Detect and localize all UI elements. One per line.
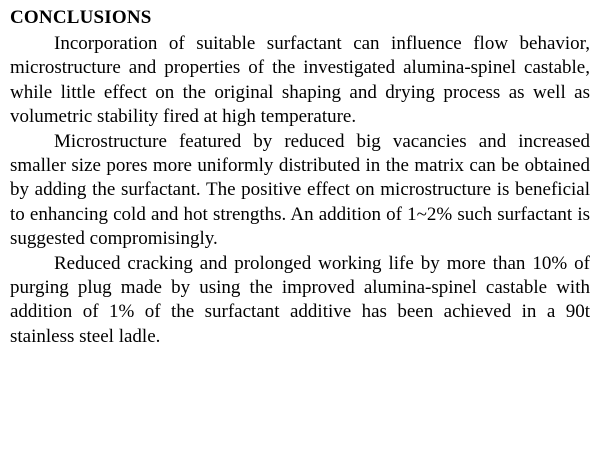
paragraph-3: Reduced cracking and prolonged working life by more than 10% of purging plug made by using the improved alumina-spinel castable with addition of 1% of the surfactant additive has been achieved in a 90t stainless steel ladle. [10,252,590,347]
section-heading: CONCLUSIONS [10,7,152,28]
paragraph-2: Microstructure featured by reduced big vacancies and increased smaller size pores more uniformly distributed in the matrix can be obtained by adding the surfactant. The positive effect on microstructure is beneficial to enhancing cold and hot strengths. An addition of 1~2% such surfactant is suggested compromisingly. [10,130,590,250]
paragraph-1: Incorporation of suitable surfactant can influence flow behavior, microstructure and properties of the investigated alumina-spinel castable, while little effect on the original shaping and drying process as well as volumetric stability fired at high temperature. [10,33,590,128]
conclusions-section [10,6,590,349]
